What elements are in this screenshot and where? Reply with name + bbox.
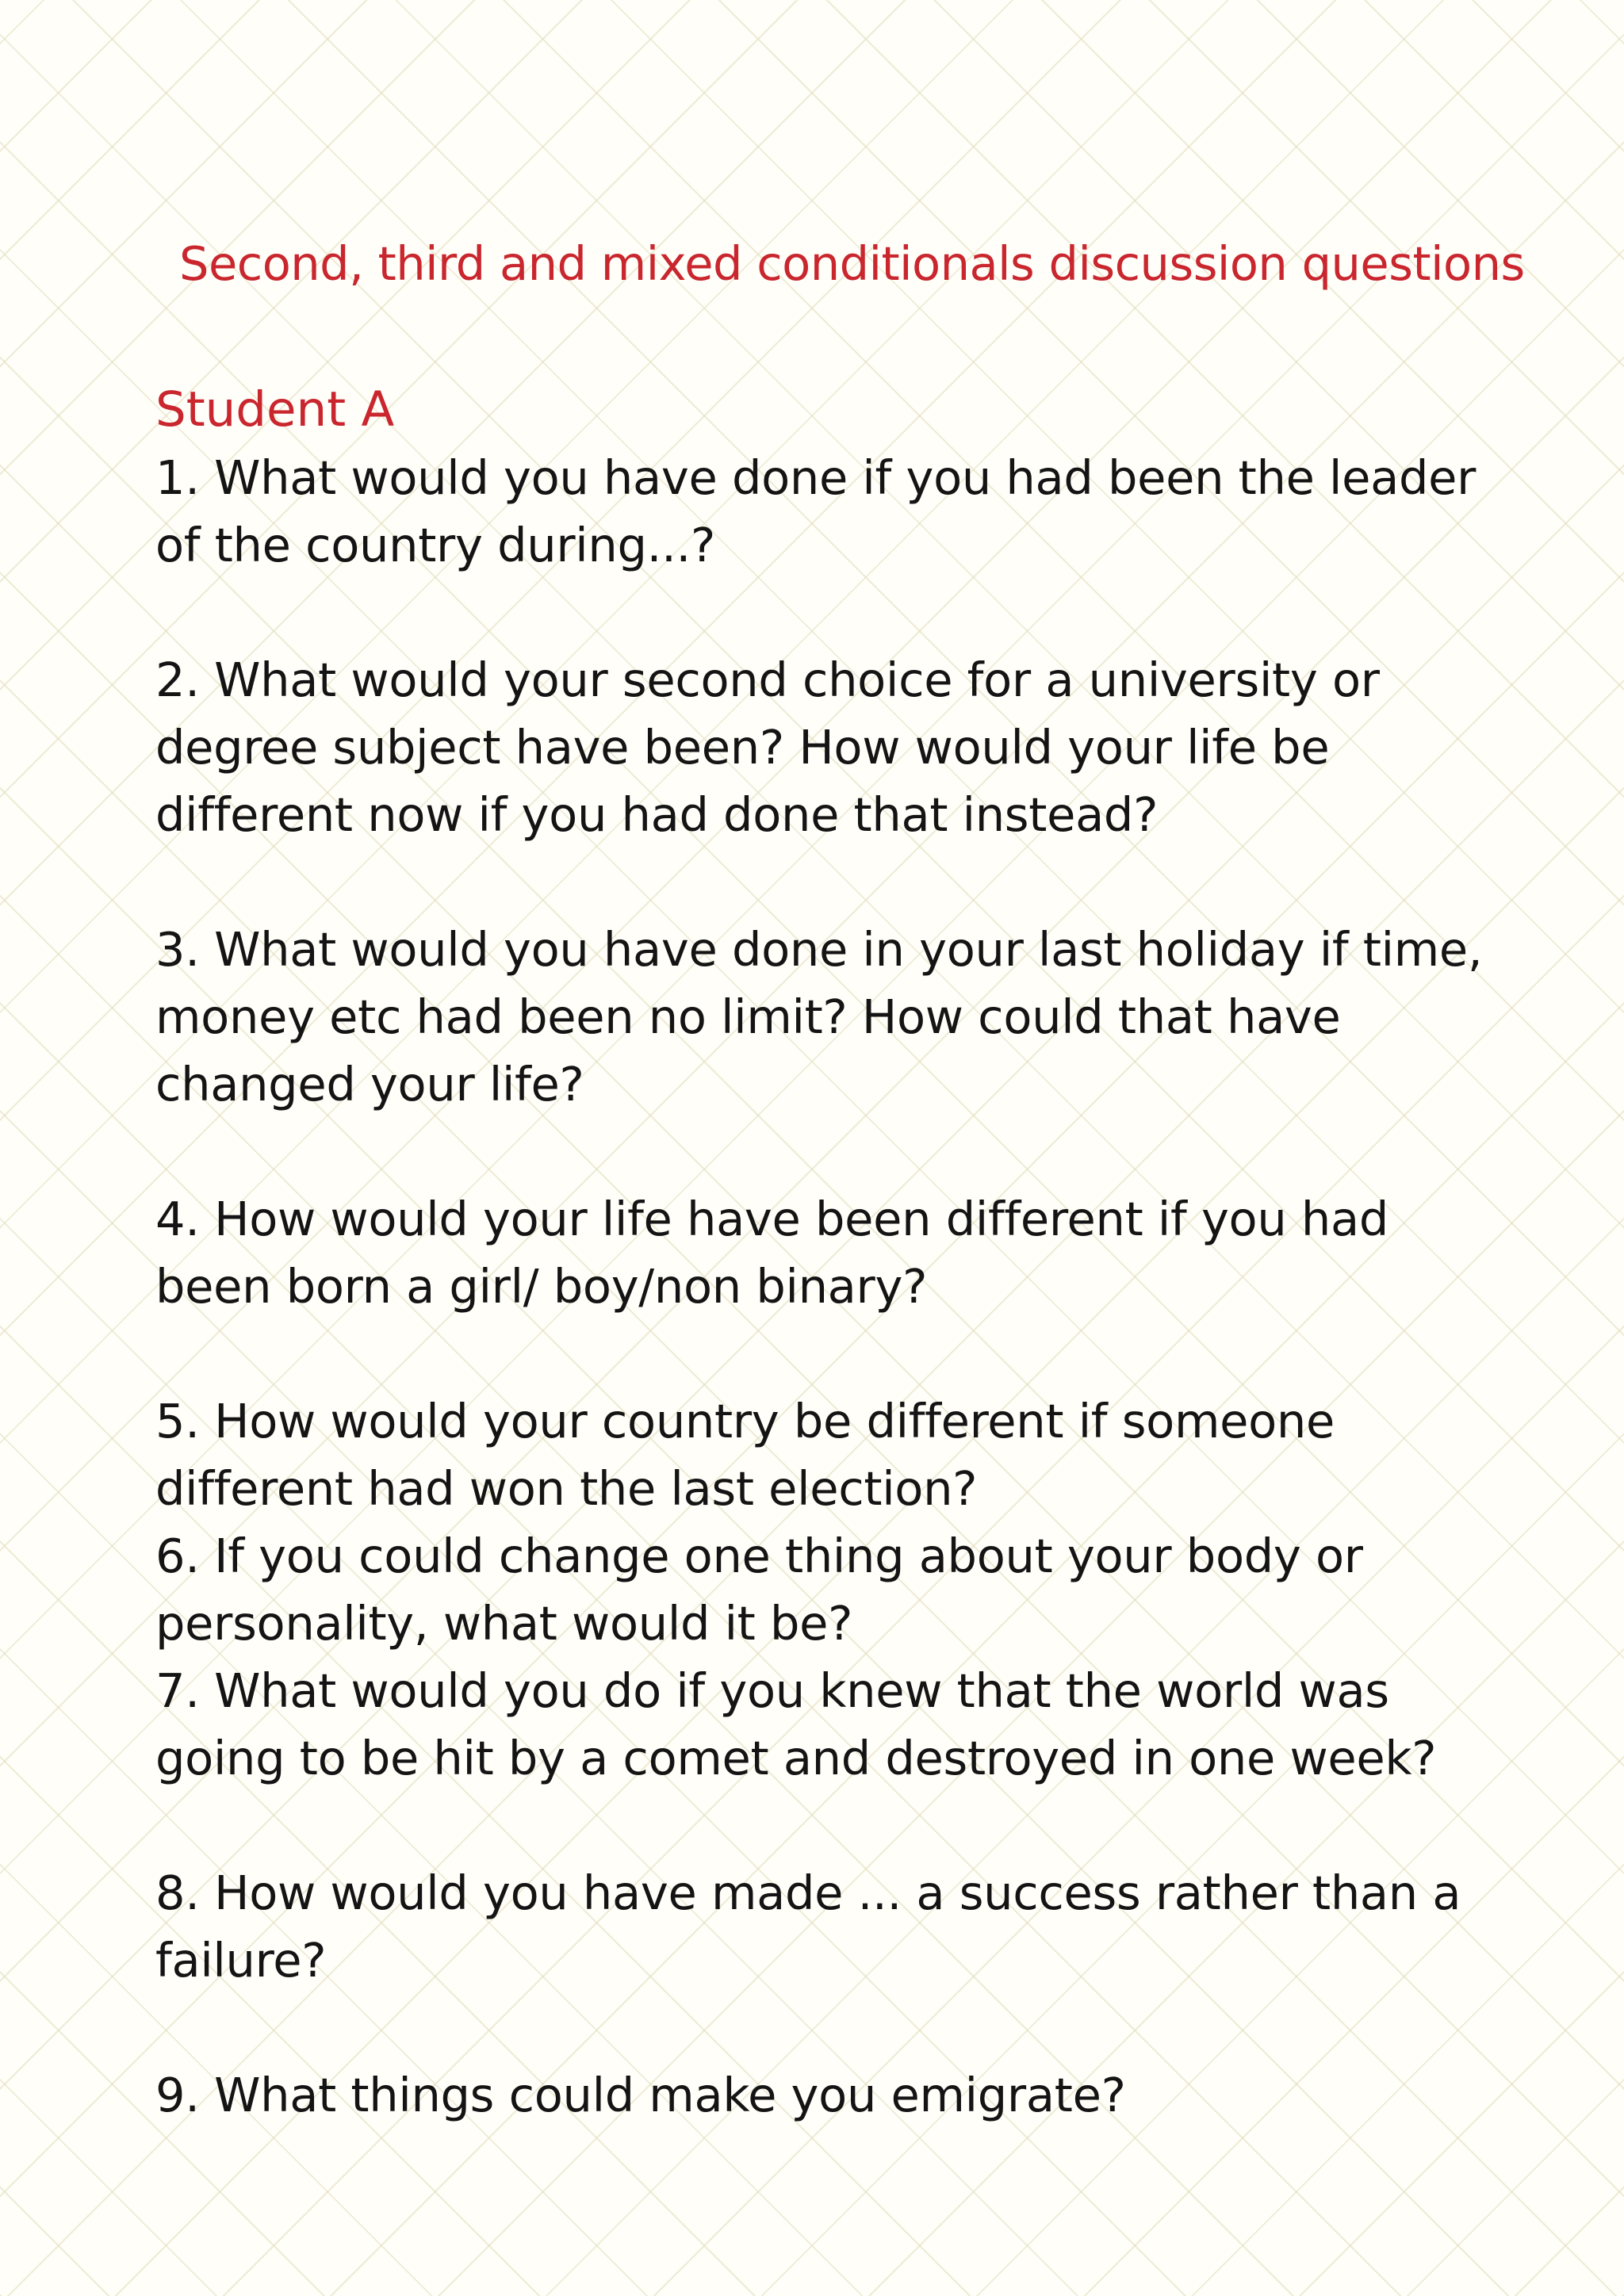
question-7: 7. What would you do if you knew that the world was going to be hit by a comet and destroyed in one week? — [155, 1663, 1437, 1785]
question-4: 4. How would your life have been different if you had been born a girl/ boy/non binary? — [155, 1192, 1389, 1314]
question-1: 1. What would you have done if you had been the leader of the country during...? — [155, 450, 1477, 572]
question-2: 2. What would your second choice for a university or degree subject have been? How would your life be different now if you had done that instead? — [155, 652, 1380, 842]
section-label-student-a: Student A — [155, 381, 395, 438]
question-9: 9. What things could make you emigrate? — [155, 2068, 1126, 2122]
question-3: 3. What would you have done in your last holiday if time, money etc had been no limit? How could that have changed your life? — [155, 922, 1483, 1112]
question-8: 8. How would you have made ... a success rather than a failure? — [155, 1866, 1461, 1988]
question-6: 6. If you could change one thing about your body or personality, what would it be? — [155, 1529, 1363, 1651]
question-5: 5. How would your country be different if someone different had won the last election? — [155, 1394, 1335, 1516]
page-title: Second, third and mixed conditionals discussion questions — [179, 236, 1525, 291]
